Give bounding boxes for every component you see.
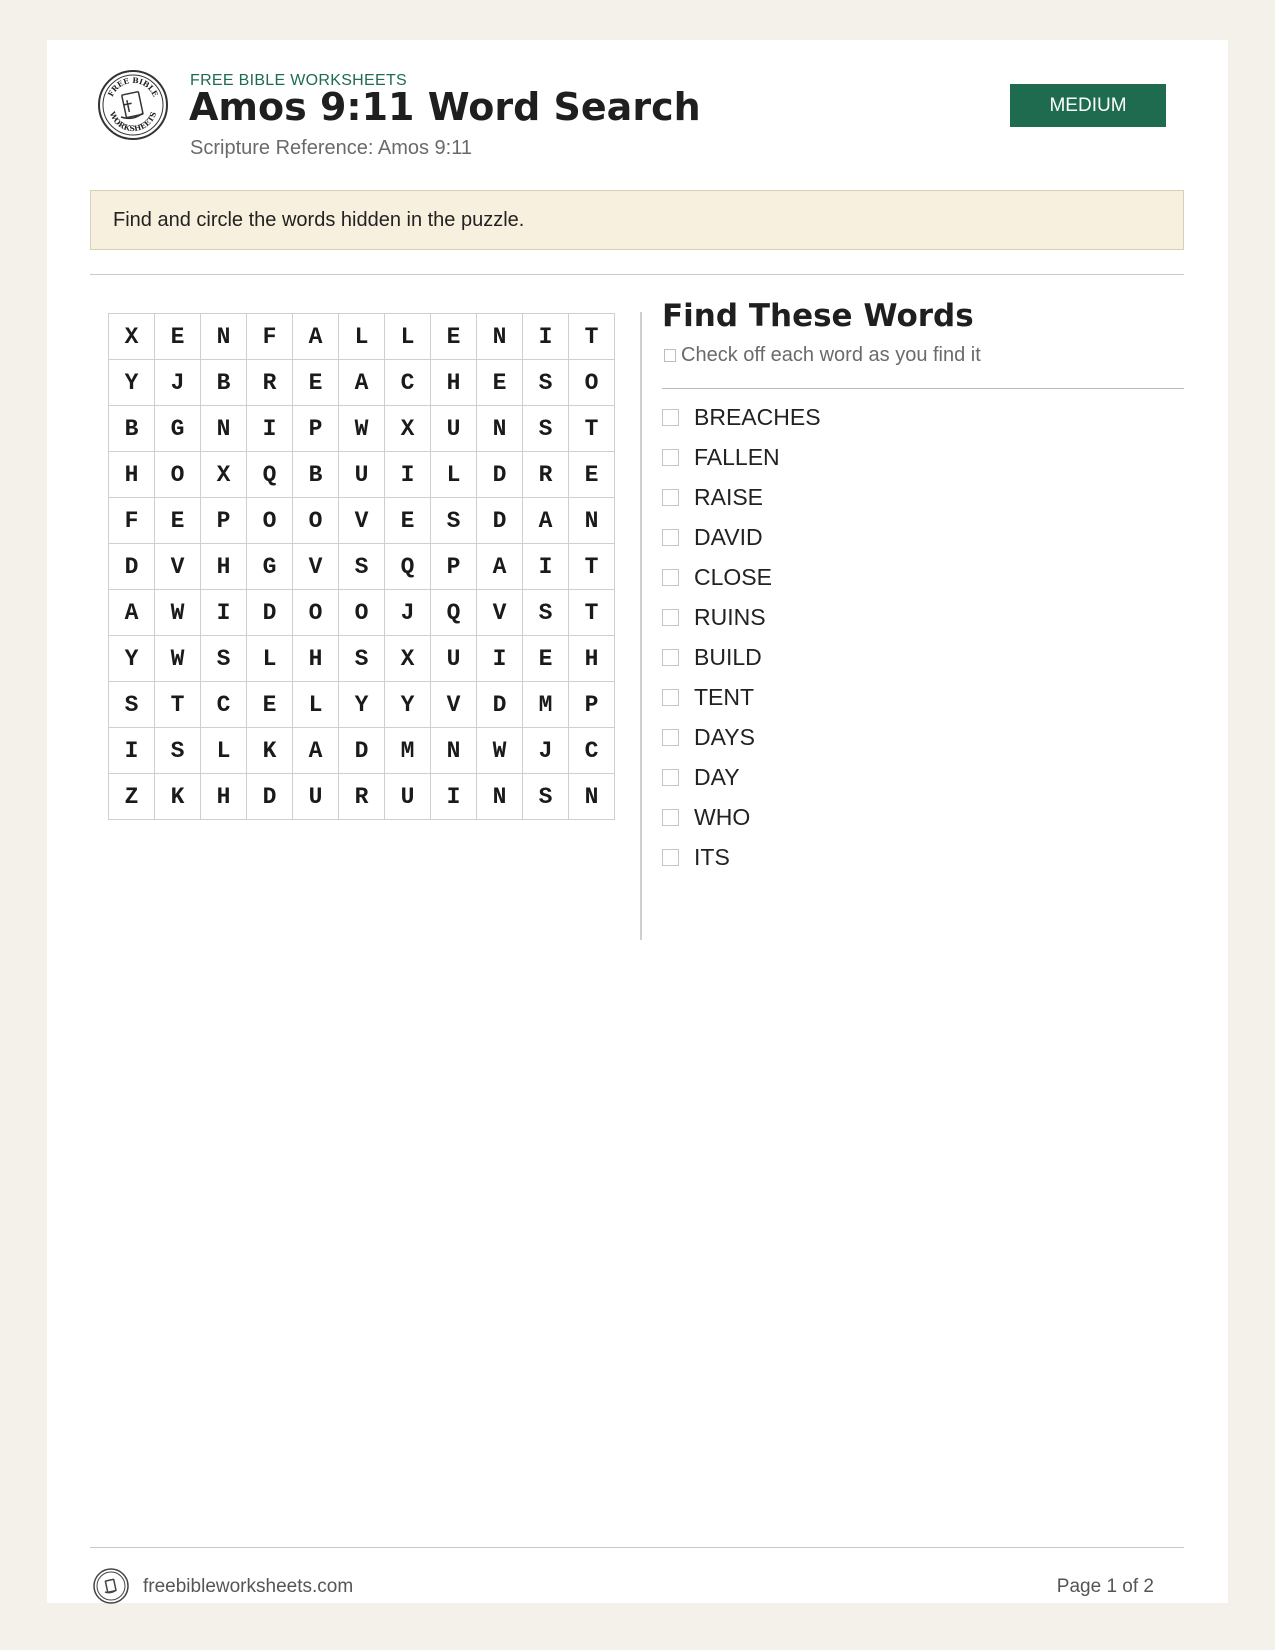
grid-cell: S (523, 360, 569, 406)
grid-cell: A (109, 590, 155, 636)
word-label: WHO (694, 803, 751, 830)
word-list-item (662, 717, 821, 757)
grid-cell: I (523, 544, 569, 590)
grid-row (109, 590, 615, 636)
grid-cell: H (109, 452, 155, 498)
grid-cell: S (339, 544, 385, 590)
grid-cell: O (339, 590, 385, 636)
grid-cell: D (109, 544, 155, 590)
grid-row (109, 728, 615, 774)
grid-cell: N (477, 314, 523, 360)
grid-cell: X (385, 636, 431, 682)
instructions-box (90, 190, 1184, 250)
grid-cell: I (523, 314, 569, 360)
grid-cell: V (155, 544, 201, 590)
hint-checkbox-icon (664, 349, 676, 362)
grid-cell: Y (385, 682, 431, 728)
grid-cell: U (431, 406, 477, 452)
grid-cell: R (247, 360, 293, 406)
word-checkbox[interactable] (662, 649, 679, 666)
grid-cell: N (201, 406, 247, 452)
grid-cell: L (201, 728, 247, 774)
grid-cell: N (569, 498, 615, 544)
word-label: BUILD (694, 643, 762, 670)
grid-cell: G (247, 544, 293, 590)
word-list-item (662, 757, 821, 797)
grid-cell: T (569, 544, 615, 590)
word-checkbox[interactable] (662, 689, 679, 706)
grid-row (109, 774, 615, 820)
grid-cell: B (201, 360, 247, 406)
scripture-reference: Scripture Reference: Amos 9:11 (190, 137, 472, 159)
grid-cell: E (155, 498, 201, 544)
grid-cell: S (109, 682, 155, 728)
grid-cell: J (523, 728, 569, 774)
word-label: DAVID (694, 523, 763, 550)
grid-cell: D (477, 682, 523, 728)
grid-cell: U (339, 452, 385, 498)
grid-cell: T (569, 314, 615, 360)
footer-divider (90, 1547, 1184, 1548)
grid-cell: O (293, 590, 339, 636)
grid-row (109, 406, 615, 452)
grid-row (109, 452, 615, 498)
grid-cell: G (155, 406, 201, 452)
word-list-hint (664, 344, 981, 367)
grid-cell: I (477, 636, 523, 682)
grid-cell: N (477, 406, 523, 452)
grid-cell: W (477, 728, 523, 774)
grid-cell: A (523, 498, 569, 544)
grid-cell: T (155, 682, 201, 728)
grid-cell: U (431, 636, 477, 682)
grid-cell: P (293, 406, 339, 452)
grid-cell: B (109, 406, 155, 452)
grid-cell: S (431, 498, 477, 544)
word-checkbox[interactable] (662, 409, 679, 426)
grid-cell: A (477, 544, 523, 590)
word-label: DAY (694, 763, 740, 790)
grid-row (109, 498, 615, 544)
grid-cell: V (477, 590, 523, 636)
grid-cell: Y (109, 636, 155, 682)
grid-cell: D (247, 774, 293, 820)
word-label: RUINS (694, 603, 766, 630)
grid-cell: S (523, 774, 569, 820)
grid-cell: Y (109, 360, 155, 406)
grid-cell: X (109, 314, 155, 360)
word-list-item (662, 477, 821, 517)
grid-cell: U (293, 774, 339, 820)
grid-cell: I (109, 728, 155, 774)
grid-cell: S (523, 590, 569, 636)
grid-cell: L (385, 314, 431, 360)
word-checkbox[interactable] (662, 529, 679, 546)
grid-row (109, 314, 615, 360)
logo-text-bottom: WORKSHEETS (107, 110, 159, 134)
word-label: FALLEN (694, 443, 780, 470)
grid-cell: A (293, 314, 339, 360)
grid-cell: W (155, 636, 201, 682)
grid-cell: E (247, 682, 293, 728)
grid-cell: V (431, 682, 477, 728)
word-search-grid (108, 313, 615, 820)
word-checkbox[interactable] (662, 489, 679, 506)
word-checkbox[interactable] (662, 449, 679, 466)
word-list-item (662, 437, 821, 477)
worksheet-page (47, 40, 1228, 1603)
logo-text-top: FREE BIBLE (106, 75, 160, 99)
grid-row (109, 682, 615, 728)
grid-cell: C (569, 728, 615, 774)
word-checkbox[interactable] (662, 769, 679, 786)
word-list-item (662, 677, 821, 717)
grid-cell: I (385, 452, 431, 498)
grid-cell: K (247, 728, 293, 774)
grid-cell: B (293, 452, 339, 498)
word-label: BREACHES (694, 403, 821, 430)
grid-cell: Q (431, 590, 477, 636)
grid-cell: E (293, 360, 339, 406)
word-label: ITS (694, 843, 730, 870)
word-checkbox[interactable] (662, 849, 679, 866)
word-list-item (662, 837, 821, 877)
grid-cell: H (201, 544, 247, 590)
grid-cell: E (523, 636, 569, 682)
word-checkbox[interactable] (662, 809, 679, 826)
footer-page-number: Page 1 of 2 (1056, 1576, 1154, 1597)
word-list-item (662, 797, 821, 837)
grid-cell: Z (109, 774, 155, 820)
grid-cell: W (155, 590, 201, 636)
grid-cell: F (247, 314, 293, 360)
grid-cell: I (247, 406, 293, 452)
word-label: CLOSE (694, 563, 772, 590)
grid-cell: H (201, 774, 247, 820)
grid-cell: U (385, 774, 431, 820)
word-list-item (662, 637, 821, 677)
word-label: TENT (694, 683, 755, 710)
word-checkbox[interactable] (662, 609, 679, 626)
grid-cell: F (109, 498, 155, 544)
grid-cell: O (155, 452, 201, 498)
page-title: Amos 9:11 Word Search (189, 85, 701, 129)
difficulty-badge: MEDIUM (1010, 84, 1166, 127)
grid-cell: N (477, 774, 523, 820)
grid-cell: N (569, 774, 615, 820)
grid-cell: C (385, 360, 431, 406)
grid-cell: Q (385, 544, 431, 590)
word-list-divider (662, 388, 1184, 389)
grid-cell: P (431, 544, 477, 590)
grid-cell: X (385, 406, 431, 452)
grid-cell: L (247, 636, 293, 682)
grid-cell: E (155, 314, 201, 360)
grid-cell: S (201, 636, 247, 682)
grid-cell: H (431, 360, 477, 406)
word-list-item (662, 397, 821, 437)
grid-cell: S (155, 728, 201, 774)
word-list-hint-text: Check off each word as you find it (681, 344, 981, 366)
word-list-item (662, 597, 821, 637)
grid-cell: S (339, 636, 385, 682)
footer-website: freebibleworksheets.com (143, 1576, 354, 1597)
grid-cell: Y (339, 682, 385, 728)
grid-cell: D (247, 590, 293, 636)
instructions-text: Find and circle the words hidden in the puzzle. (113, 208, 525, 231)
word-checkbox[interactable] (662, 569, 679, 586)
grid-cell: D (477, 498, 523, 544)
grid-cell: D (339, 728, 385, 774)
grid-cell: D (477, 452, 523, 498)
grid-cell: L (431, 452, 477, 498)
logo-icon (97, 69, 169, 141)
grid-cell: E (477, 360, 523, 406)
grid-cell: R (339, 774, 385, 820)
grid-cell: R (523, 452, 569, 498)
word-label: RAISE (694, 483, 764, 510)
word-checkbox[interactable] (662, 729, 679, 746)
grid-cell: K (155, 774, 201, 820)
word-label: DAYS (694, 723, 755, 750)
word-list-item (662, 557, 821, 597)
word-list (662, 397, 821, 877)
section-divider (90, 274, 1184, 275)
grid-cell: H (569, 636, 615, 682)
grid-cell: V (293, 544, 339, 590)
word-list-title: Find These Words (662, 298, 974, 334)
grid-cell: J (385, 590, 431, 636)
grid-cell: X (201, 452, 247, 498)
grid-cell: Q (247, 452, 293, 498)
footer-logo-icon (93, 1568, 129, 1604)
grid-cell: O (293, 498, 339, 544)
grid-row (109, 360, 615, 406)
grid-cell: M (385, 728, 431, 774)
word-list-item (662, 517, 821, 557)
grid-cell: C (201, 682, 247, 728)
grid-cell: W (339, 406, 385, 452)
grid-cell: E (385, 498, 431, 544)
grid-cell: I (201, 590, 247, 636)
column-divider (640, 312, 642, 940)
grid-cell: N (431, 728, 477, 774)
grid-cell: H (293, 636, 339, 682)
brand-label: FREE BIBLE WORKSHEETS (190, 72, 408, 89)
grid-cell: L (339, 314, 385, 360)
grid-cell: O (247, 498, 293, 544)
grid-cell: V (339, 498, 385, 544)
grid-row (109, 544, 615, 590)
grid-cell: E (569, 452, 615, 498)
grid-cell: A (339, 360, 385, 406)
grid-cell: L (293, 682, 339, 728)
grid-cell: S (523, 406, 569, 452)
grid-cell: M (523, 682, 569, 728)
grid-cell: J (155, 360, 201, 406)
grid-cell: O (569, 360, 615, 406)
grid-cell: P (569, 682, 615, 728)
grid-cell: E (431, 314, 477, 360)
grid-cell: T (569, 406, 615, 452)
grid-cell: P (201, 498, 247, 544)
grid-row (109, 636, 615, 682)
grid-cell: I (431, 774, 477, 820)
grid-cell: T (569, 590, 615, 636)
grid-cell: A (293, 728, 339, 774)
grid-cell: N (201, 314, 247, 360)
